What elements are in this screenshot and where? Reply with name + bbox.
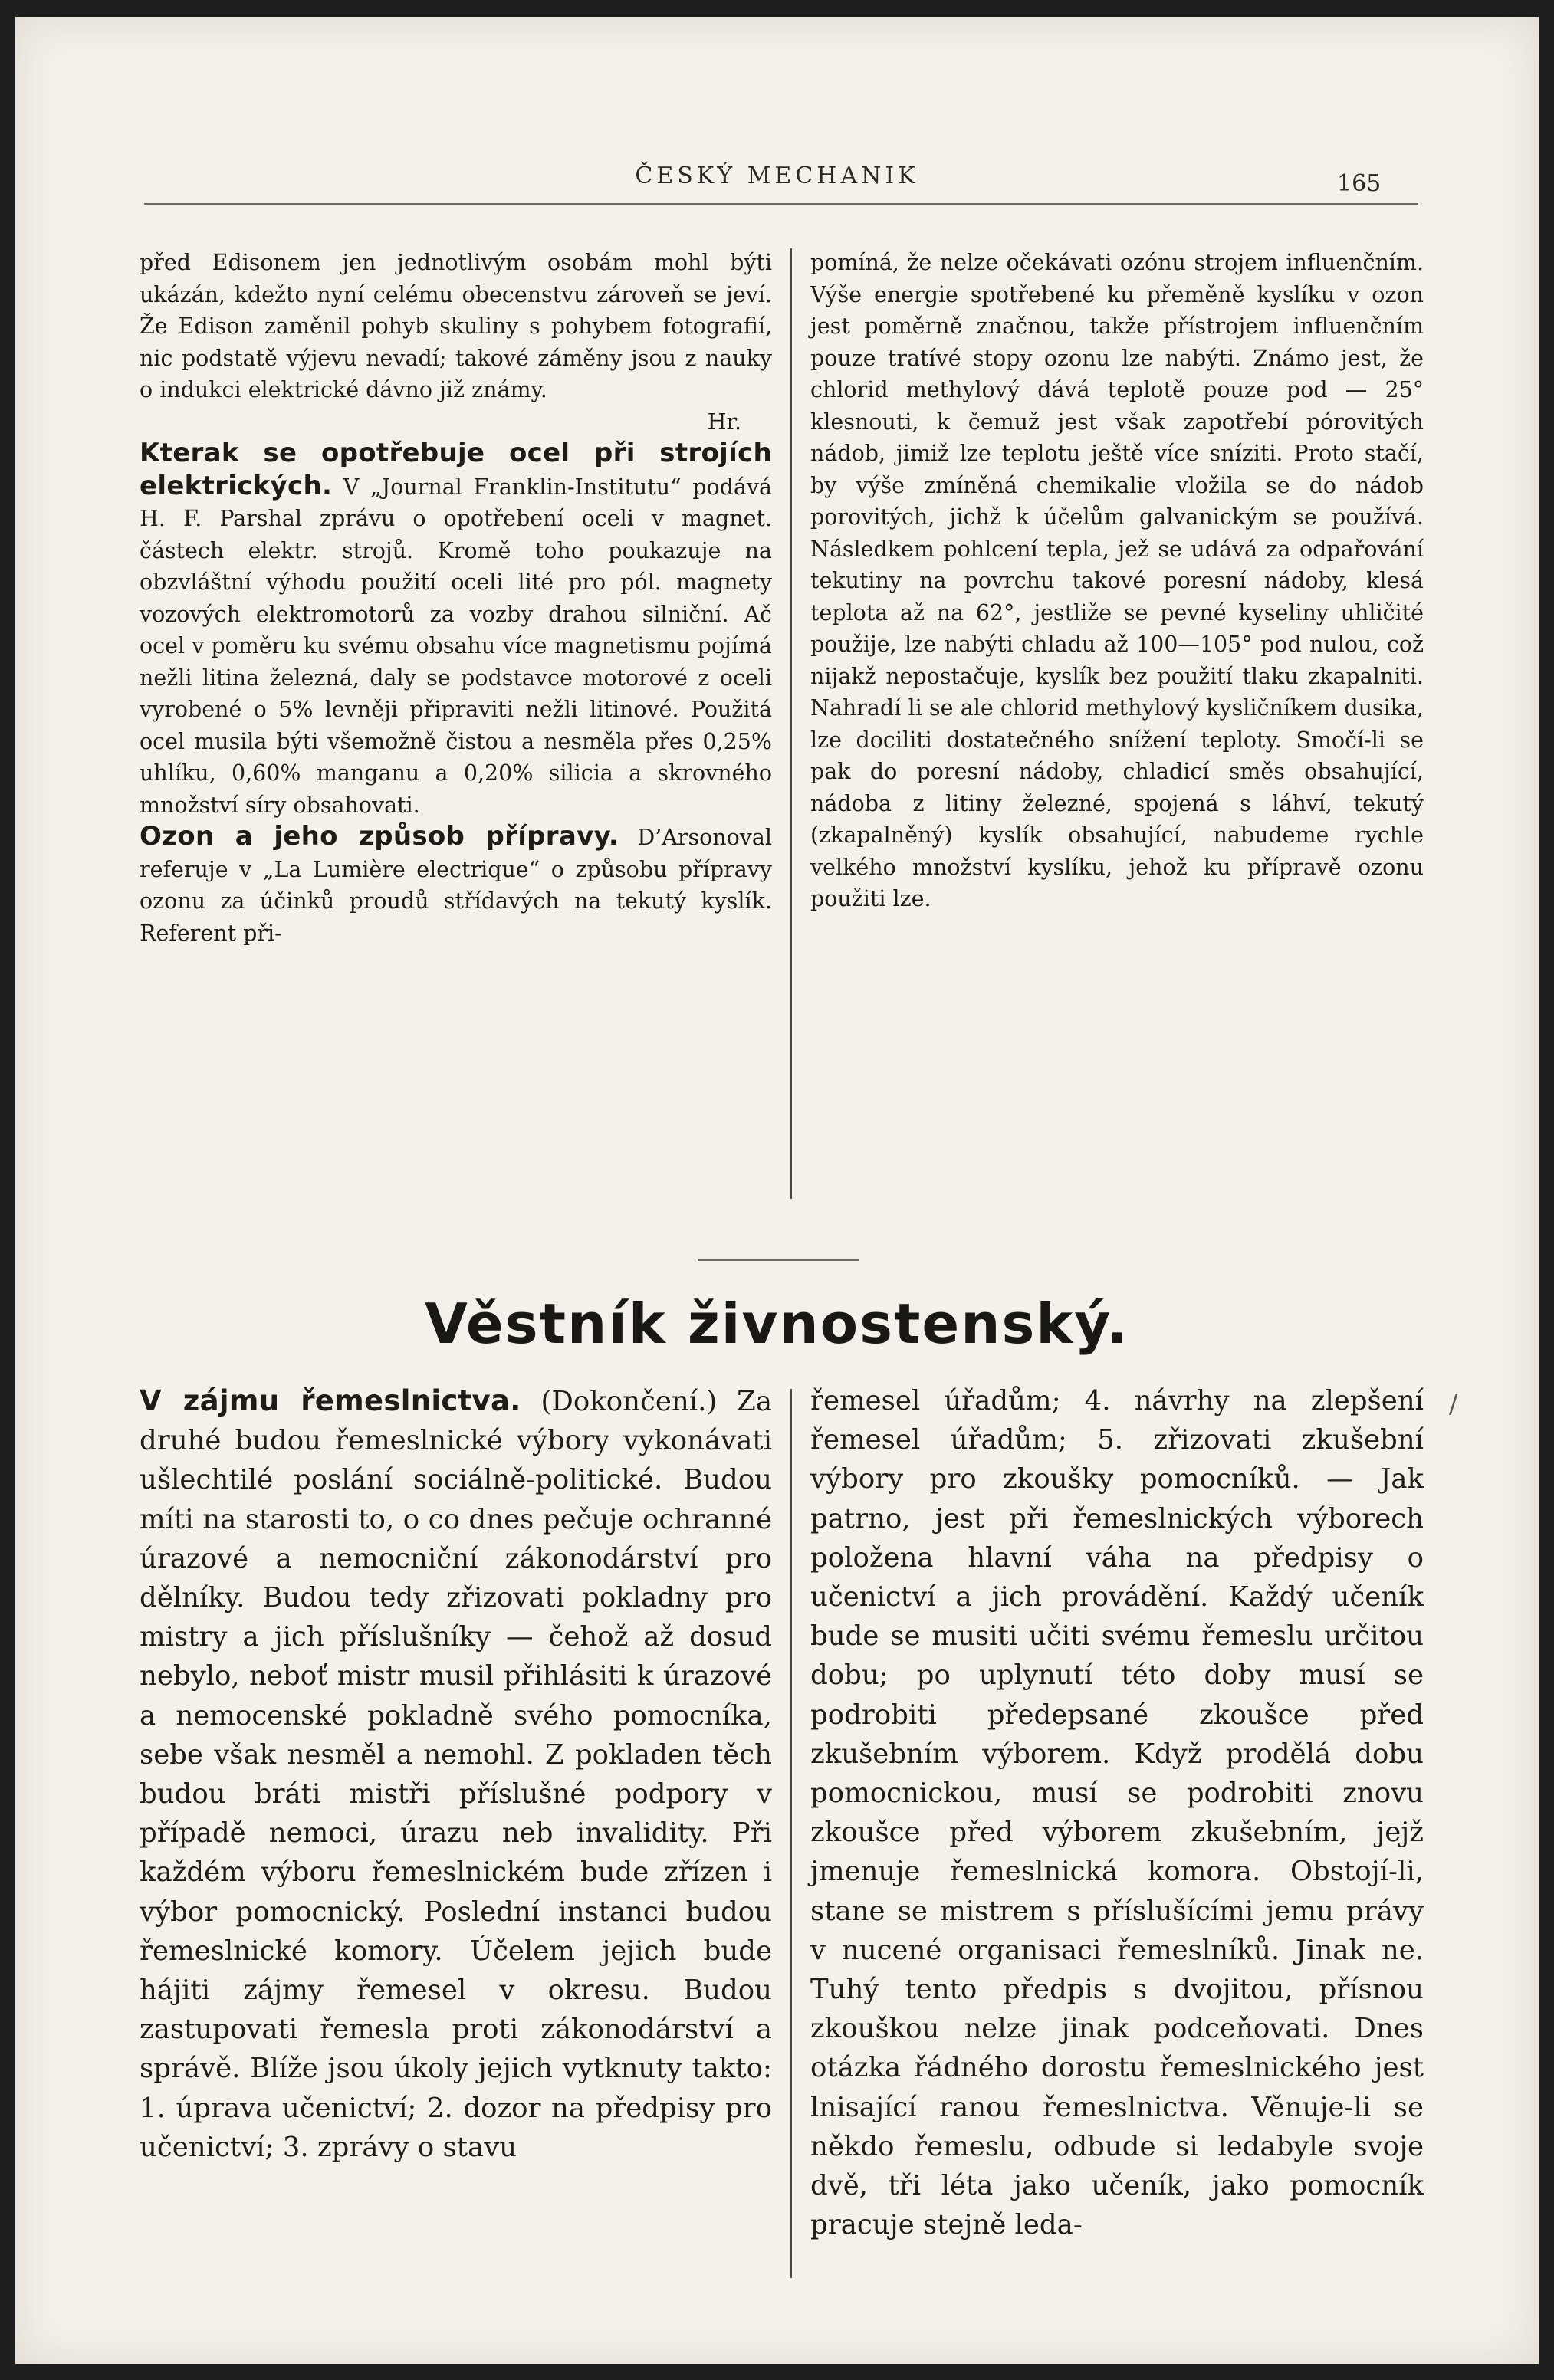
steel-article-text: V „Journal Franklin-Institutu“ podává H. F. Parshal zprávu o opotřebení oceli v magnet. částech elektr. strojů. Kromě toho poukazuje na obzvláštní výhodu použití oceli lité pro pól. magnety vozových elektromotorů za vozby drahou silniční. Ač ocel v poměru ku svému obsahu více magnetismu pojímá nežli litina železná, daly se podstavce motorové z oceli vyrobené o 5% levněji připraviti nežli litinové. Použitá ocel musila býti všemožně čistou a nesměla přes 0,25% uhlíku, 0,60% manganu a 0,20% silicia a skrovného množství síry obsahovati. bbox=[140, 474, 772, 818]
ozone-article-text: D’Arsonoval referuje v „La Lumière electrique“ o způsobu přípravy ozonu za účinků proudů střídavých na tekutý kyslík. Referent při- bbox=[140, 825, 772, 946]
section-heading: Věstník živnostenský. bbox=[425, 1292, 1129, 1356]
ozone-article-title: Ozon a jeho způsob přípravy. bbox=[140, 821, 619, 852]
crafts-paragraph bbox=[140, 1381, 772, 2167]
lower-column-right bbox=[810, 1381, 1424, 2244]
crafts-article-text: Za druhé budou řemeslnické výbory vykonávati ušlechtilé poslání sociálně-politické. Budou míti na starosti to, o co dnes pečuje ochranné úrazové a nemocniční zákonodárství pro dělníky. Budou tedy zřizovati pokladny pro mistry a jich příslušníky — čehož až dosud nebylo, neboť mistr musil přihlásiti k úrazové a nemocenské pokladně svého pomocníka, sebe však nesměl a nemohl. Z pokladen těch budou bráti mistři příslušné podpory v případě nemoci, úrazu neb invalidity. Při každém výboru řemeslnickém bude zřízen i výbor pomocnický. Poslední instanci budou řemeslnické komory. Účelem jejich bude hájiti zájmy řemesel v okresu. Budou zastupovati řemesla proti zákonodárství a správě. Blíže jsou úkoly jejich vytknuty takto: 1. úprava učenictví; 2. dozor na předpisy pro učenictví; 3. zprávy o stavu bbox=[140, 1386, 772, 2163]
upper-column-right bbox=[810, 247, 1424, 915]
margin-pencil-mark: / bbox=[1449, 1389, 1458, 1420]
crafts-continuation: řemesel úřadům; 4. návrhy na zlepšení řemesel úřadům; 5. zřizovati zkušební výbory pro zkoušky pomocníků. — Jak patrno, jest při řemeslnických výborech položena hlavní váha na předpisy o učenictví a jich provádění. Každý učeník bude se musiti učiti svému řemeslu určitou dobu; po uplynutí této doby musí se podrobiti předepsané zkoušce před zkušebním výborem. Když prodělá dobu pomocnickou, musí se podrobiti znovu zkoušce před výborem zkušebním, jejž jmenuje řemeslnická komora. Obstojí-li, stane se mistrem s příslušícími jemu právy v nucené organisaci řemeslníků. Jinak ne. Tuhý tento předpis s dvojitou, přísnou zkouškou nelze jinak podceňovati. Dnes otázka řádného dorostu řemeslnického jest lnisající ranou řemeslnictva. Věnuje-li se někdo řemeslu, odbude si ledabyle svoje dvě, tři léta jako učeník, jako pomocník pracuje stejně leda- bbox=[810, 1385, 1424, 2241]
header-rule bbox=[144, 203, 1418, 205]
crafts-article-title: V zájmu řemeslnictva. bbox=[140, 1384, 521, 1417]
steel-paragraph bbox=[140, 438, 772, 821]
edison-paragraph: před Edisonem jen jednotlivým osobám mohl býti ukázán, kdežto nyní celému obecenstvu zároveň se jeví. Že Edison zaměnil pohyb skuliny s pohybem fotografií, nic podstatě výjevu nevadí; takové záměny jsou z nauky o indukci elektrické dávno již známy. bbox=[140, 250, 772, 402]
ozone-paragraph bbox=[140, 821, 772, 949]
upper-column-left bbox=[140, 247, 772, 949]
crafts-article-suffix: (Dokončení.) bbox=[521, 1386, 718, 1417]
lower-column-divider bbox=[790, 1389, 792, 2278]
running-title: ČESKÝ MECHANIK bbox=[635, 162, 919, 189]
lower-column-left bbox=[140, 1381, 772, 2167]
page-number: 165 bbox=[1337, 170, 1382, 197]
upper-column-divider bbox=[790, 248, 792, 1199]
scanned-page bbox=[15, 17, 1539, 2364]
ozone-continuation: pomíná, že nelze očekávati ozónu strojem influenčním. Výše energie spotřebené ku přeměně kyslíku v ozon jest poměrně značnou, takže přístrojem influenčním pouze tratívé stopy ozonu lze nabýti. Známo jest, že chlorid methylový dává teplotě pouze pod — 25° klesnouti, k čemuž jest však zapotřebí pórovitých nádob, jimiž lze teplotu ještě více sníziti. Proto stačí, by výše zmíněná chemikalie vložila se do nádob porovitých, jichž k účelům galvanickým se používá. Následkem pohlcení tepla, jež se udává za odpařování tekutiny na povrchu takové poresní nádoby, klesá teplota až na 62°, jestliže se pevné kyseliny uhličité použije, lze nabýti chladu až 100—105° pod nulou, což nijakž nepostačuje, kyslík bez použití tlaku zkapalniti. Nahradí li se ale chlorid methylový kysličníkem dusika, lze dociliti dostatečného snížení teploty. Smočí-li se pak do poresní nádoby, chladicí směs obsahující, nádoba z litiny železné, spojená s láhví, tekutý (zkapalněný) kyslík obsahující, nabudeme rychle velkého množství kyslíku, jehož ku přípravě ozonu použiti lze. bbox=[810, 250, 1424, 911]
section-separator-rule bbox=[698, 1259, 859, 1261]
steel-article-title: Kterak se opotřebuje ocel při strojích elektrických. bbox=[140, 438, 772, 501]
author-signature: Hr. bbox=[707, 409, 741, 435]
